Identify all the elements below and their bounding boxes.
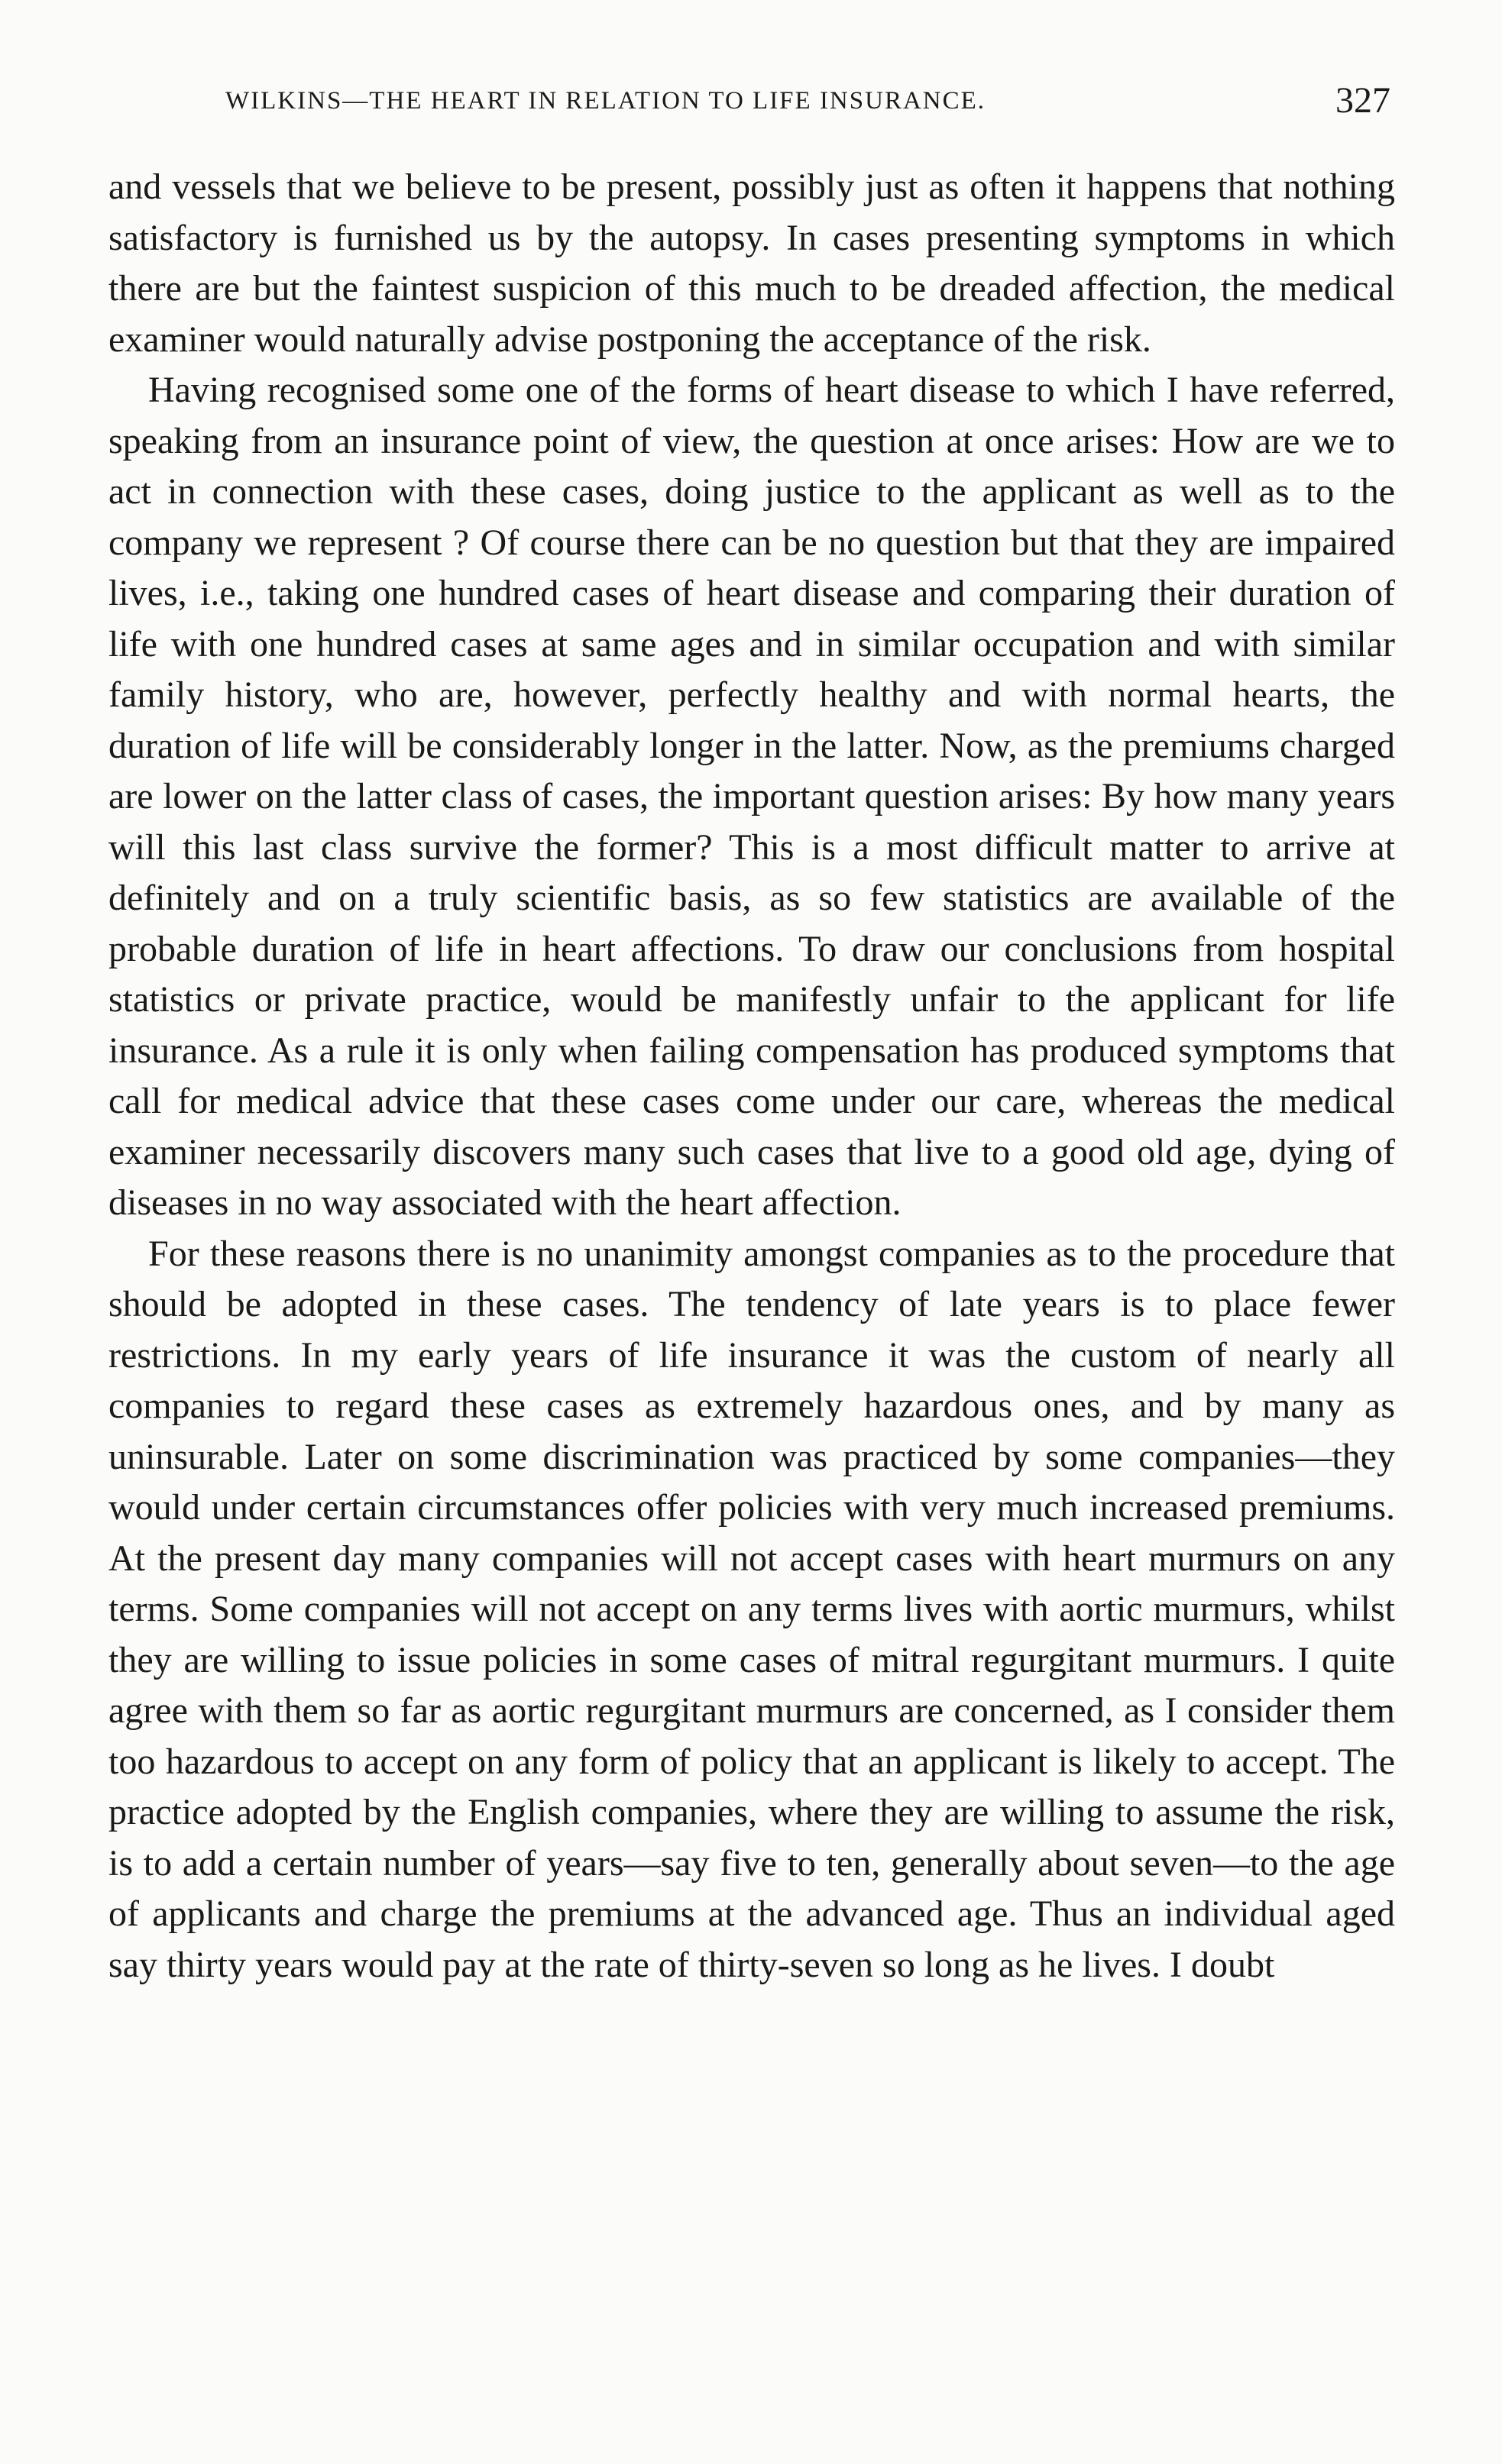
paragraph-company-procedures: For these reasons there is no unanimity amongst companies as to the procedure that should be adopted in these cases. The tendency of late years is to place fewer restrictions. In my early years of life insurance it was the custom of nearly all companies to regard these cases as extremely hazardous ones, and by many as uninsurable. Later on some discrimination was practiced by some companies—they would under certain circumstances offer policies with very much increased premiums. At the present day many companies will not accept cases with heart murmurs on any terms. Some companies will not accept on any terms lives with aortic murmurs, whilst they are willing to issue policies in some cases of mitral regurgitant murmurs. I quite agree with them so far as aortic regurgitant murmurs are concerned, as I consider them too hazardous to accept on any form of policy that an applicant is likely to accept. The practice adopted by the English companies, where they are willing to assume the risk, is to add a certain number of years—say five to ten, generally about seven—to the age of applicants and charge the premiums at the advanced age. Thus an individual aged say thirty years would pay at the rate of thirty-seven so long as he lives. I doubt [108, 1233, 1395, 1985]
paragraph-continuation: and vessels that we believe to be present, possibly just as often it happens that nothing satisfactory is furnished us by the autopsy. In cases presenting symptoms in which there are but the faintest suspicion of this much to be dreaded affection, the medical examiner would naturally advise postponing the acceptance of the risk. [108, 167, 1395, 360]
paragraph-heart-disease-question: Having recognised some one of the forms of heart disease to which I have referred, speaking from an insurance point of view, the question at once arises: How are we to act in connection with these cases, doing justice to the applicant as well as to the company we represent ? Of course there can be no question but that they are impaired lives, i.e., taking one hundred cases of heart disease and comparing their duration of life with one hundred cases at same ages and in similar occupation and with similar family history, who are, however, perfectly healthy and with normal hearts, the duration of life will be considerably longer in the latter. Now, as the premiums charged are lower on the latter class of cases, the important question arises: By how many years will this last class survive the former? This is a most difficult matter to arrive at definitely and on a truly scientific basis, as so few statistics are available of the probable duration of life in heart affections. To draw our conclusions from hospital statistics or private practice, would be manifestly unfair to the applicant for life insurance. As a rule it is only when failing compensation has produced symptoms that call for medical advice that these cases come under our care, whereas the medical examiner necessarily discovers many such cases that live to a good old age, dying of diseases in no way associated with the heart affection. [108, 370, 1395, 1223]
body-text [108, 162, 1395, 1990]
page-number: 327 [1335, 80, 1390, 121]
running-title: WILKINS—THE HEART IN RELATION TO LIFE INSURANCE. [225, 87, 986, 115]
page-header [107, 82, 1398, 128]
